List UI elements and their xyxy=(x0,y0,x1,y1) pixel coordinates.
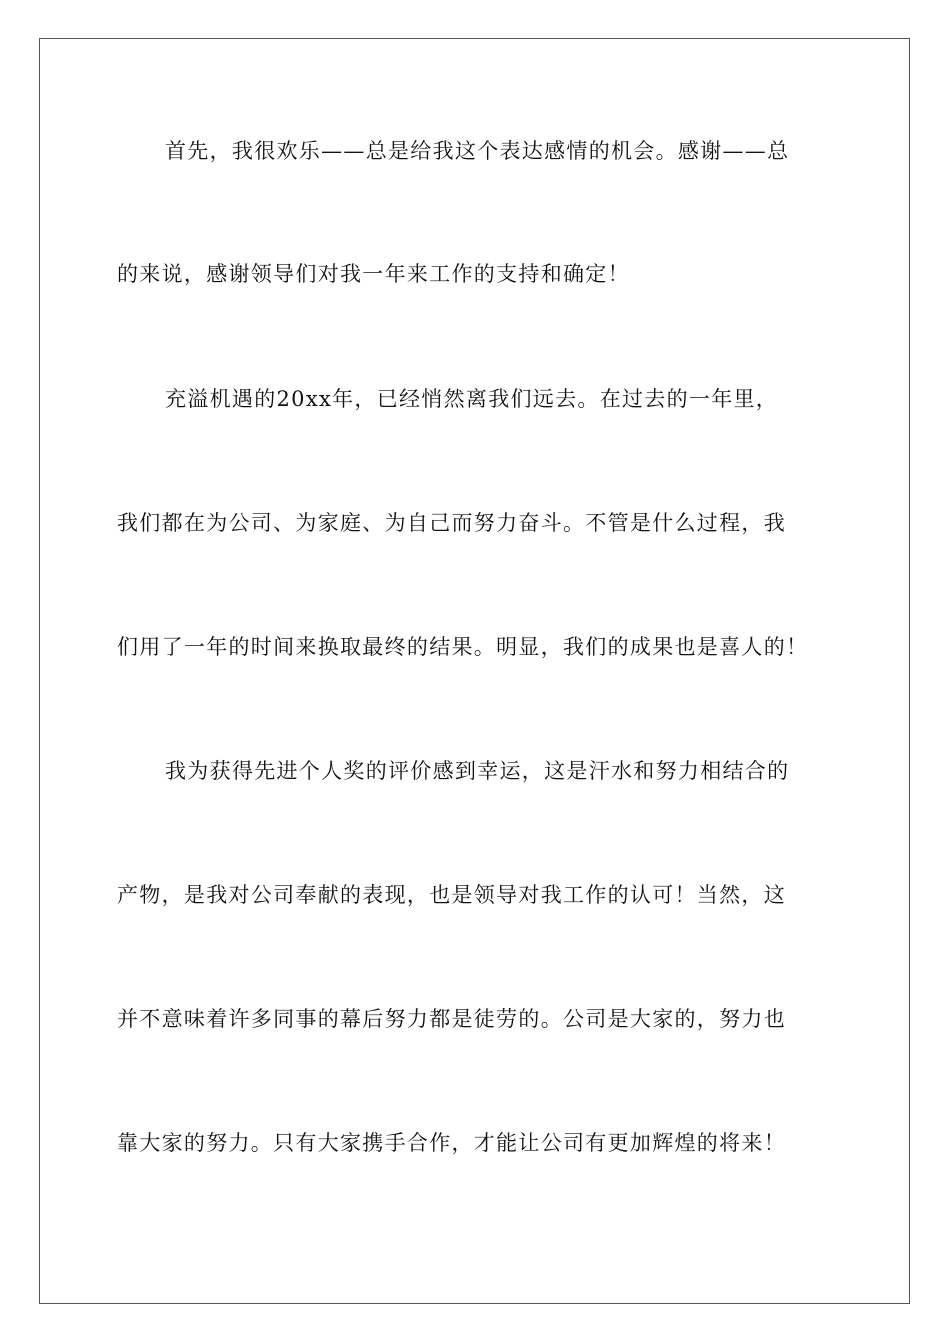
paragraph-2-line-1: 充溢机遇的20xx年，已经悄然离我们远去。在过去的一年里， xyxy=(165,387,779,411)
page-frame xyxy=(39,38,910,1304)
paragraph-3-line-4: 靠大家的努力。只有大家携手合作，才能让公司有更加辉煌的将来！ xyxy=(117,1131,786,1155)
paragraph-3-line-2: 产物，是我对公司奉献的表现，也是领导对我工作的认可！当然，这 xyxy=(117,883,786,907)
paragraph-2-line-2: 我们都在为公司、为家庭、为自己而努力奋斗。不管是什么过程，我 xyxy=(117,511,786,535)
paragraph-3-line-1: 我为获得先进个人奖的评价感到幸运，这是汗水和努力相结合的 xyxy=(165,759,790,783)
paragraph-3-line-3: 并不意味着许多同事的幕后努力都是徒劳的。公司是大家的，努力也 xyxy=(117,1007,786,1031)
paragraph-2-line-3: 们用了一年的时间来换取最终的结果。明显，我们的成果也是喜人的！ xyxy=(117,635,809,659)
paragraph-1-line-2: 的来说，感谢领导们对我一年来工作的支持和确定！ xyxy=(117,262,630,286)
paragraph-1-line-1: 首先，我很欢乐——总是给我这个表达感情的机会。感谢——总 xyxy=(165,139,790,163)
